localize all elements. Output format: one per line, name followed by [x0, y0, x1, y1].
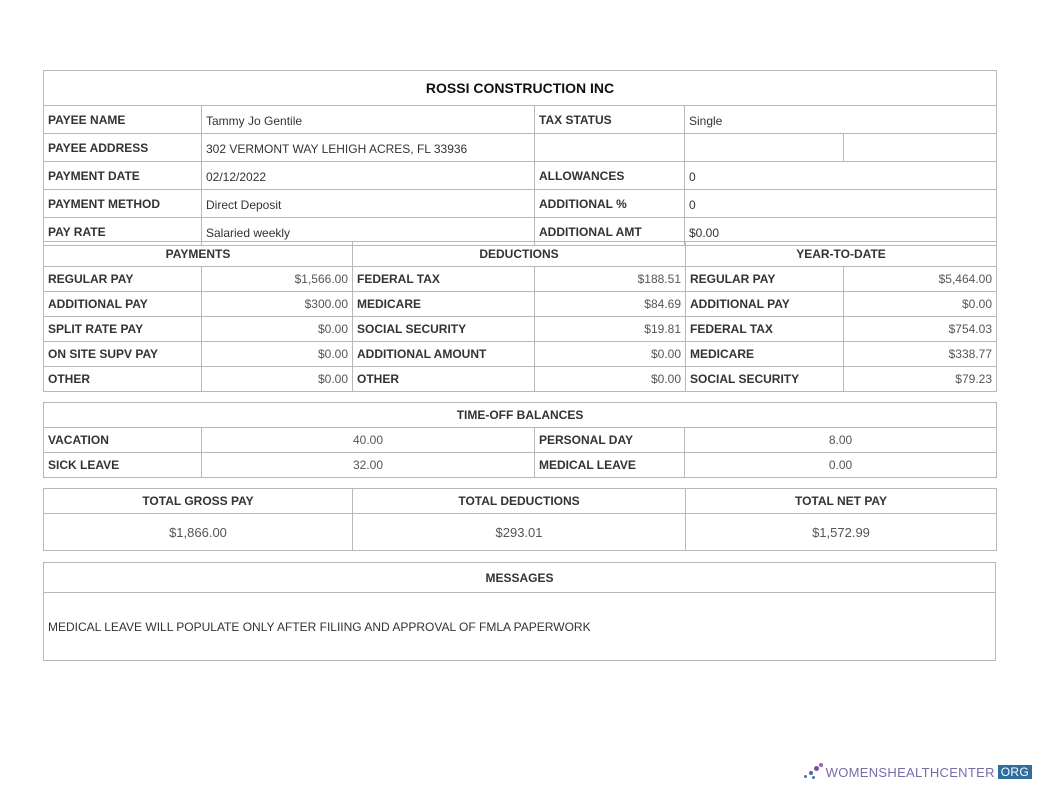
- payee-name: Tammy Jo Gentile: [202, 106, 535, 134]
- deduction-label: FEDERAL TAX: [353, 267, 535, 292]
- total-gross-value: $1,866.00: [44, 514, 353, 551]
- ytd-header: YEAR-TO-DATE: [686, 242, 997, 267]
- ytd-label: ADDITIONAL PAY: [686, 292, 844, 317]
- logo-text: WOMENSHEALTHCENTER: [825, 764, 995, 780]
- ytd-value: $0.00: [844, 292, 997, 317]
- personal-day-value: 8.00: [685, 428, 997, 453]
- additional-pct-label: ADDITIONAL %: [535, 190, 685, 218]
- timeoff-table: [43, 402, 997, 478]
- payment-value: $0.00: [202, 367, 353, 392]
- ytd-label: MEDICARE: [686, 342, 844, 367]
- table-row: [44, 367, 997, 392]
- total-net-label: TOTAL NET PAY: [686, 489, 997, 514]
- table-row: [44, 342, 997, 367]
- payment-date: 02/12/2022: [202, 162, 535, 190]
- payment-label: OTHER: [44, 367, 202, 392]
- deduction-label: ADDITIONAL AMOUNT: [353, 342, 535, 367]
- ytd-value: $79.23: [844, 367, 997, 392]
- dots-icon: [804, 763, 824, 781]
- payee-address: 302 VERMONT WAY LEHIGH ACRES, FL 33936: [202, 134, 535, 162]
- payment-label: ON SITE SUPV PAY: [44, 342, 202, 367]
- additional-amt-label: ADDITIONAL AMT: [535, 218, 685, 246]
- ytd-label: FEDERAL TAX: [686, 317, 844, 342]
- sick-leave-value: 32.00: [202, 453, 535, 478]
- table-row: [44, 317, 997, 342]
- payee-info-table: [43, 70, 997, 246]
- total-net-value: $1,572.99: [686, 514, 997, 551]
- messages-table: [43, 562, 996, 661]
- empty-cell: [535, 134, 685, 162]
- sick-leave-label: SICK LEAVE: [44, 453, 202, 478]
- table-row: [44, 453, 997, 478]
- ytd-value: $754.03: [844, 317, 997, 342]
- ytd-label: SOCIAL SECURITY: [686, 367, 844, 392]
- payment-label: ADDITIONAL PAY: [44, 292, 202, 317]
- payment-value: $300.00: [202, 292, 353, 317]
- allowances-label: ALLOWANCES: [535, 162, 685, 190]
- tax-status: Single: [685, 106, 997, 134]
- deduction-value: $188.51: [535, 267, 686, 292]
- allowances: 0: [685, 162, 997, 190]
- ytd-label: REGULAR PAY: [686, 267, 844, 292]
- table-row: [44, 292, 997, 317]
- payee-name-label: PAYEE NAME: [44, 106, 202, 134]
- table-row: [44, 428, 997, 453]
- medical-leave-value: 0.00: [685, 453, 997, 478]
- messages-header: MESSAGES: [44, 563, 996, 593]
- ytd-value: $338.77: [844, 342, 997, 367]
- total-deductions-label: TOTAL DEDUCTIONS: [353, 489, 686, 514]
- deduction-label: OTHER: [353, 367, 535, 392]
- payment-method-label: PAYMENT METHOD: [44, 190, 202, 218]
- medical-leave-label: MEDICAL LEAVE: [535, 453, 685, 478]
- site-logo: [804, 763, 1032, 781]
- deduction-value: $84.69: [535, 292, 686, 317]
- ytd-value: $5,464.00: [844, 267, 997, 292]
- payment-label: SPLIT RATE PAY: [44, 317, 202, 342]
- total-gross-label: TOTAL GROSS PAY: [44, 489, 353, 514]
- deduction-value: $19.81: [535, 317, 686, 342]
- personal-day-label: PERSONAL DAY: [535, 428, 685, 453]
- pay-rate-label: PAY RATE: [44, 218, 202, 246]
- empty-cell: [685, 134, 844, 162]
- payment-value: $0.00: [202, 317, 353, 342]
- payment-method: Direct Deposit: [202, 190, 535, 218]
- vacation-label: VACATION: [44, 428, 202, 453]
- payment-label: REGULAR PAY: [44, 267, 202, 292]
- payment-value: $0.00: [202, 342, 353, 367]
- additional-amt: $0.00: [685, 218, 997, 246]
- tax-status-label: TAX STATUS: [535, 106, 685, 134]
- pay-rate: Salaried weekly: [202, 218, 535, 246]
- payee-address-label: PAYEE ADDRESS: [44, 134, 202, 162]
- deduction-label: SOCIAL SECURITY: [353, 317, 535, 342]
- timeoff-header: TIME-OFF BALANCES: [44, 403, 997, 428]
- total-deductions-value: $293.01: [353, 514, 686, 551]
- payment-date-label: PAYMENT DATE: [44, 162, 202, 190]
- table-row: [44, 267, 997, 292]
- totals-table: [43, 488, 997, 551]
- company-name: ROSSI CONSTRUCTION INC: [44, 71, 997, 106]
- deductions-header: DEDUCTIONS: [353, 242, 686, 267]
- payments-header: PAYMENTS: [44, 242, 353, 267]
- vacation-value: 40.00: [202, 428, 535, 453]
- logo-suffix: ORG: [998, 765, 1032, 779]
- empty-cell: [844, 134, 997, 162]
- deduction-value: $0.00: [535, 342, 686, 367]
- additional-pct: 0: [685, 190, 997, 218]
- message-text: MEDICAL LEAVE WILL POPULATE ONLY AFTER FILIING AND APPROVAL OF FMLA PAPERWORK: [44, 593, 996, 661]
- deduction-label: MEDICARE: [353, 292, 535, 317]
- earnings-table: [43, 241, 997, 392]
- deduction-value: $0.00: [535, 367, 686, 392]
- payment-value: $1,566.00: [202, 267, 353, 292]
